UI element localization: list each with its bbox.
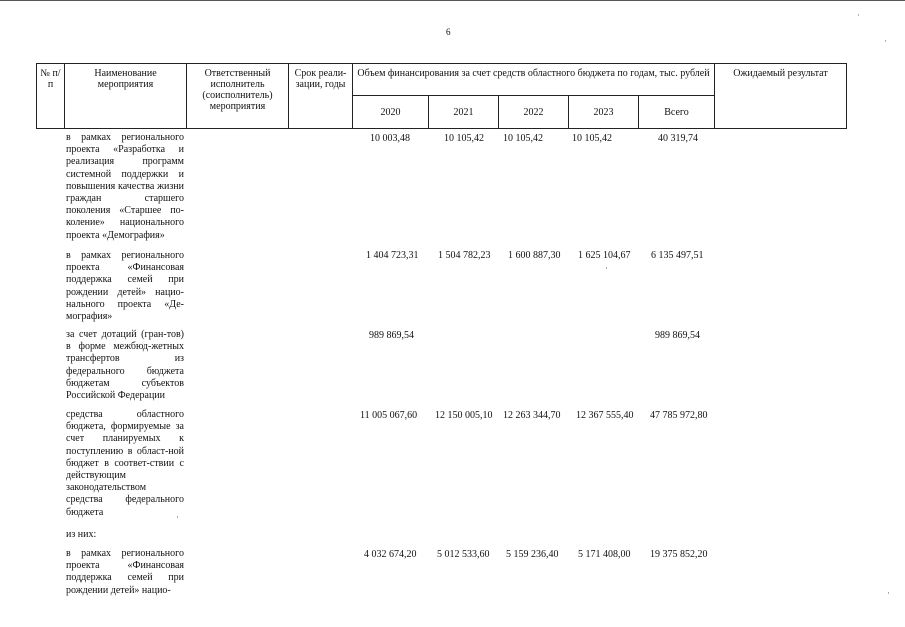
- page-number: 6: [446, 27, 451, 37]
- header-name: Наименование мероприятия: [65, 64, 187, 129]
- header-year-2022: 2022: [499, 96, 569, 129]
- row-description: в рамках регионального проекта «Финансовая поддержка семей при рождении детей» нацио-нального проекта «Де-мография»: [66, 250, 184, 323]
- header-funding: Объем финансирования за счет средств областного бюджета по годам, тыс. рублей: [353, 64, 715, 96]
- scan-speck: ·: [887, 588, 890, 598]
- cell-2021: 10 105,42: [444, 133, 484, 144]
- header-period: Срок реали-зации, годы: [289, 64, 353, 129]
- row-description: в рамках регионального проекта «Разработка и реализация программ системной поддержки и повышения качества жизни граждан старшего поколения «Старшее по-коление» национального проекта «Демография»: [66, 132, 184, 241]
- cell-2020: 1 404 723,31: [366, 250, 419, 261]
- cell-2022: 12 263 344,70: [503, 410, 561, 421]
- cell-2022: 10 105,42: [503, 133, 543, 144]
- cell-2021: 1 504 782,23: [438, 250, 491, 261]
- scan-speck: ·: [176, 512, 179, 522]
- cell-total: 19 375 852,20: [650, 549, 708, 560]
- header-total: Всего: [639, 96, 715, 129]
- header-executor: Ответственный исполнитель (соисполнитель) мероприятия: [187, 64, 289, 129]
- header-result: Ожидаемый результат: [715, 64, 847, 129]
- cell-total: 40 319,74: [658, 133, 698, 144]
- cell-2023: 5 171 408,00: [578, 549, 631, 560]
- cell-2020: 11 005 067,60: [360, 410, 418, 421]
- row-description: средства областного бюджета, формируемые за счет планируемых к поступлению в област-ной бюджет в соответ-ствии с действующим законодательством средства федерального бюджета: [66, 409, 184, 518]
- cell-total: 6 135 497,51: [651, 250, 704, 261]
- header-year-2021: 2021: [429, 96, 499, 129]
- row-description: за счет дотаций (гран-тов) в форме межбюд-жетных трансфертов из федерального бюджета бюджетам субъектов Российской Федерации: [66, 329, 184, 402]
- scan-speck: ·: [884, 36, 887, 46]
- header-year-2023: 2023: [569, 96, 639, 129]
- cell-2020: 10 003,48: [370, 133, 410, 144]
- cell-2022: 1 600 887,30: [508, 250, 561, 261]
- cell-2023: 12 367 555,40: [576, 410, 634, 421]
- scan-speck: ·: [857, 10, 860, 20]
- scan-speck: ·: [605, 263, 608, 273]
- cell-2023: 1 625 104,67: [578, 250, 631, 261]
- cell-2020: 989 869,54: [369, 330, 414, 341]
- header-number: № п/п: [37, 64, 65, 129]
- cell-2021: 12 150 005,10: [435, 410, 493, 421]
- cell-total: 989 869,54: [655, 330, 700, 341]
- cell-2022: 5 159 236,40: [506, 549, 559, 560]
- row-description: из них:: [66, 529, 97, 540]
- row-description: в рамках регионального проекта «Финансовая поддержка семей при рождении детей» нацио-: [66, 548, 184, 596]
- cell-2023: 10 105,42: [572, 133, 612, 144]
- header-year-2020: 2020: [353, 96, 429, 129]
- cell-2021: 5 012 533,60: [437, 549, 490, 560]
- cell-2020: 4 032 674,20: [364, 549, 417, 560]
- cell-total: 47 785 972,80: [650, 410, 708, 421]
